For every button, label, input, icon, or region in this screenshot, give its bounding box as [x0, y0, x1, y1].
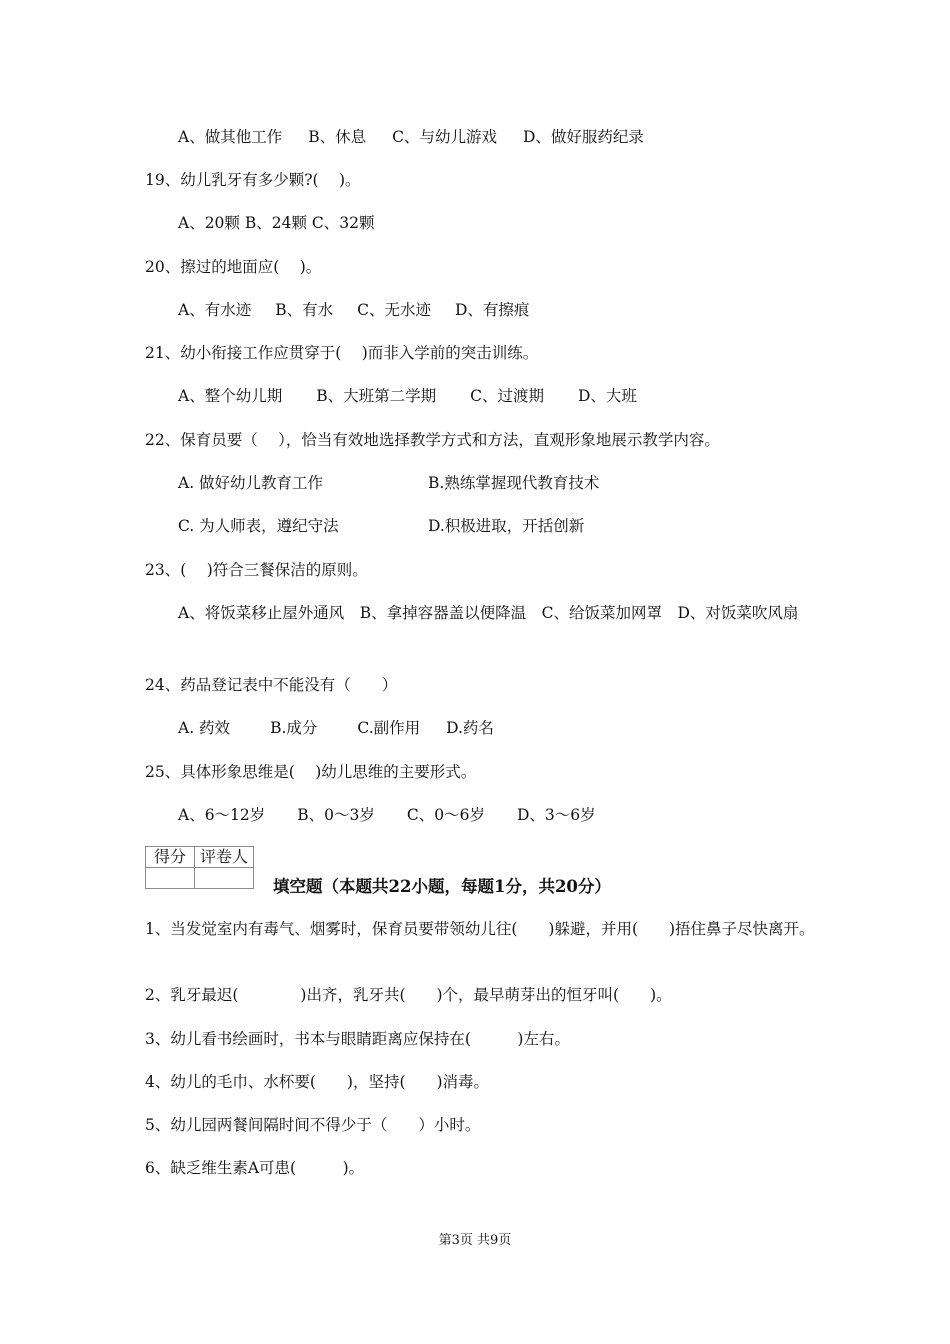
q22-stem: 22、保育员要（ ），恰当有效地选择教学方式和方法，直观形象地展示教学内容。	[145, 431, 720, 449]
page-footer: 第3页 共9页	[438, 1233, 512, 1248]
q20-option-d: D、有擦痕	[454, 301, 530, 319]
q20-option-a: A、有水迹	[178, 301, 252, 319]
q24-option-c: C.副作用	[357, 719, 421, 737]
fill-question-2: 2、乳牙最迟( )出齐，乳牙共( )个，最早萌芽出的恒牙叫( )。	[145, 986, 672, 1004]
q18-option-d: D、做好服药纪录	[522, 128, 644, 146]
q21-stem: 21、幼小衔接工作应贯穿于( )而非入学前的突击训练。	[145, 344, 539, 362]
q20-options	[178, 299, 820, 321]
q18-option-c: C、与幼儿游戏	[392, 128, 497, 146]
q24-option-b: B.成分	[270, 719, 318, 737]
section-title: 填空题（本题共22小题，每题1分，共20分）	[273, 877, 611, 896]
q20-option-c: C、无水迹	[357, 301, 431, 319]
q20-option-b: B、有水	[275, 301, 334, 319]
q22-option-d: D.积极进取，开括创新	[428, 517, 585, 535]
q22-option-c: C. 为人师表，遵纪守法	[178, 517, 339, 535]
fill-question-5: 5、幼儿园两餐间隔时间不得少于（ ）小时。	[145, 1116, 481, 1134]
q24-option-a: A. 药效	[178, 719, 231, 737]
q21-option-a: A、整个幼儿期	[178, 387, 283, 405]
q25-stem: 25、具体形象思维是( )幼儿思维的主要形式。	[145, 763, 477, 781]
q25-option-a: A、6～12岁	[178, 806, 266, 824]
q22-option-b: B.熟练掌握现代教育技术	[428, 474, 600, 492]
q25-option-d: D、3～6岁	[517, 806, 596, 824]
fill-question-6: 6、缺乏维生素A可患( )。	[145, 1159, 365, 1177]
fill-question-4: 4、幼儿的毛巾、水杯要( )，坚持( )消毒。	[145, 1073, 490, 1091]
q23-stem: 23、( )符合三餐保洁的原则。	[145, 561, 368, 579]
grader-header: 评卷人	[195, 847, 254, 868]
q22-options-row1	[178, 472, 820, 494]
q19-stem: 19、幼儿乳牙有多少颗?( )。	[145, 171, 361, 189]
q24-options	[178, 717, 820, 739]
q24-stem: 24、药品登记表中不能没有（ ）	[145, 676, 398, 694]
q18-option-b: B、休息	[308, 128, 367, 146]
score-table	[145, 846, 254, 889]
q22-option-a: A. 做好幼儿教育工作	[178, 474, 324, 492]
q22-options-row2	[178, 515, 820, 537]
q18-option-a: A、做其他工作	[178, 128, 283, 146]
q20-stem: 20、擦过的地面应( )。	[145, 258, 322, 276]
q21-option-c: C、过渡期	[470, 387, 544, 405]
q25-option-c: C、0～6岁	[406, 806, 485, 824]
q18-options	[178, 126, 820, 148]
q19-options: A、20颗 B、24颗 C、32颗	[178, 214, 375, 232]
score-header: 得分	[146, 847, 195, 868]
q23-options: A、将饭菜移止屋外通风 B、拿掉容器盖以便降温 C、给饭菜加网罩 D、对饭菜吹风扇	[178, 604, 799, 622]
q24-option-d: D.药名	[446, 719, 494, 737]
fill-question-1: 1、当发觉室内有毒气、烟雾时，保育员要带领幼儿往( )躲避，并用( )捂住鼻子尽快离开。	[145, 920, 815, 938]
q21-option-b: B、大班第二学期	[316, 387, 437, 405]
q25-options	[178, 804, 820, 826]
q21-options	[178, 385, 820, 407]
score-cell	[146, 868, 195, 889]
fill-question-3: 3、幼儿看书绘画时，书本与眼睛距离应保持在( )左右。	[145, 1030, 570, 1048]
grader-cell	[195, 868, 254, 889]
q25-option-b: B、0～3岁	[297, 806, 375, 824]
q21-option-d: D、大班	[577, 387, 637, 405]
